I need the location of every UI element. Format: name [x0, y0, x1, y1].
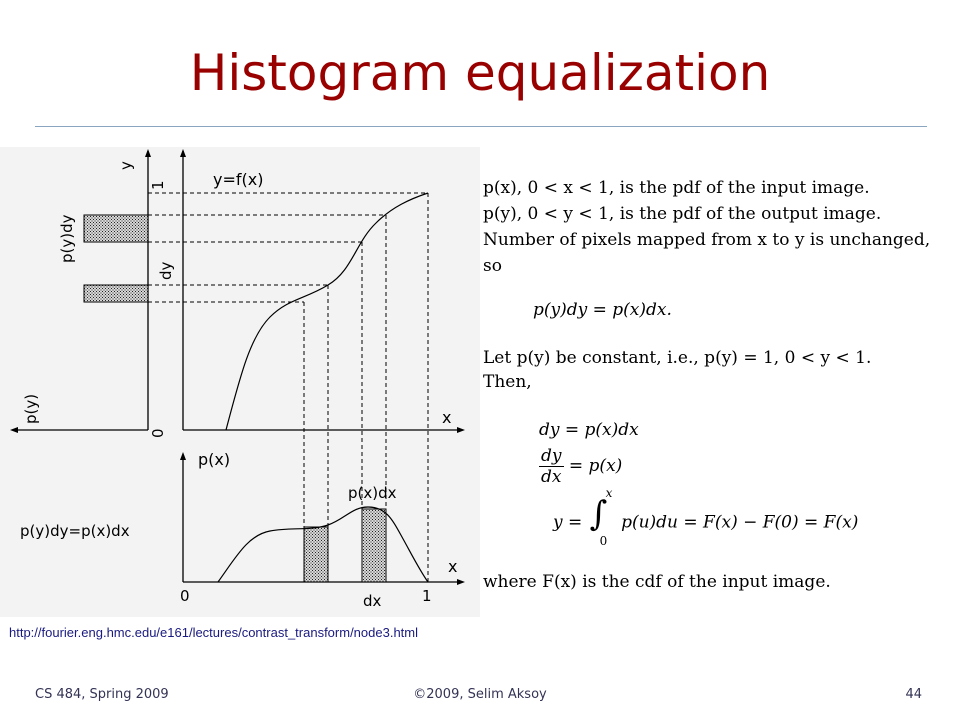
py-dy-label: p(y)dy	[58, 214, 76, 263]
dy-label: dy	[157, 261, 175, 280]
px-label: p(x)	[198, 450, 231, 469]
integral-lower-bound: 0	[599, 534, 608, 548]
one-top-label: 1	[149, 180, 167, 190]
derivative-rhs: = p(x)	[568, 456, 623, 476]
source-url: http://fourier.eng.hmc.edu/e161/lectures/contrast_transform/node3.html	[9, 625, 419, 640]
px-bar-left	[304, 527, 328, 582]
x-top-label: x	[442, 408, 452, 427]
zero-y-label: 0	[149, 428, 167, 438]
dx-label: dx	[363, 592, 382, 610]
histogram-equalization-diagram	[0, 147, 480, 617]
fraction-denominator: dx	[541, 467, 562, 487]
py-label: p(y)	[22, 393, 40, 424]
slide-title: Histogram equalization	[189, 44, 771, 102]
derivative-fraction	[539, 446, 564, 487]
integral-sign-group	[588, 486, 616, 548]
title-divider	[35, 126, 927, 127]
pixels-unchanged-line: Number of pixels mapped from x to y is unchanged,	[483, 230, 931, 250]
cdf-line: where F(x) is the cdf of the input image.	[483, 572, 831, 592]
so-line: so	[483, 256, 502, 276]
pdf-input-line: p(x), 0 < x < 1, is the pdf of the input image.	[483, 178, 870, 198]
fraction-numerator: dy	[541, 446, 562, 466]
y-axis-label: y	[117, 161, 135, 170]
equation-derivative	[539, 446, 622, 487]
px-dx-label: p(x)dx	[348, 484, 397, 502]
py-bar-upper	[84, 215, 148, 242]
equation-dy: dy = p(x)dx	[539, 420, 639, 440]
integral-upper-bound: x	[605, 486, 613, 500]
x-bottom-label: x	[448, 557, 458, 576]
equality-label: p(y)dy=p(x)dx	[20, 522, 130, 540]
equation-conservation: p(y)dy = p(x)dx.	[533, 300, 672, 320]
footer-page-number: 44	[905, 687, 922, 702]
constant-py-line: Let p(y) be constant, i.e., p(y) = 1, 0 < y < 1.	[483, 348, 872, 368]
footer-course: CS 484, Spring 2009	[35, 687, 169, 702]
zero-x-label: 0	[180, 587, 190, 605]
py-bar-lower	[84, 285, 148, 302]
pdf-output-line: p(y), 0 < y < 1, is the pdf of the output image.	[483, 204, 882, 224]
then-line: Then,	[483, 372, 532, 392]
footer-copyright: ©2009, Selim Aksoy	[413, 687, 547, 702]
equation-integral	[553, 486, 859, 548]
curve-function-label: y=f(x)	[213, 170, 264, 189]
one-x-label: 1	[422, 587, 432, 605]
integral-rhs: p(u)du = F(x) − F(0) = F(x)	[621, 512, 859, 533]
px-bar-right	[362, 509, 386, 582]
integral-lhs: y =	[553, 512, 583, 533]
integral-sign-icon: ∫	[589, 494, 608, 534]
derivation-text	[483, 170, 960, 610]
